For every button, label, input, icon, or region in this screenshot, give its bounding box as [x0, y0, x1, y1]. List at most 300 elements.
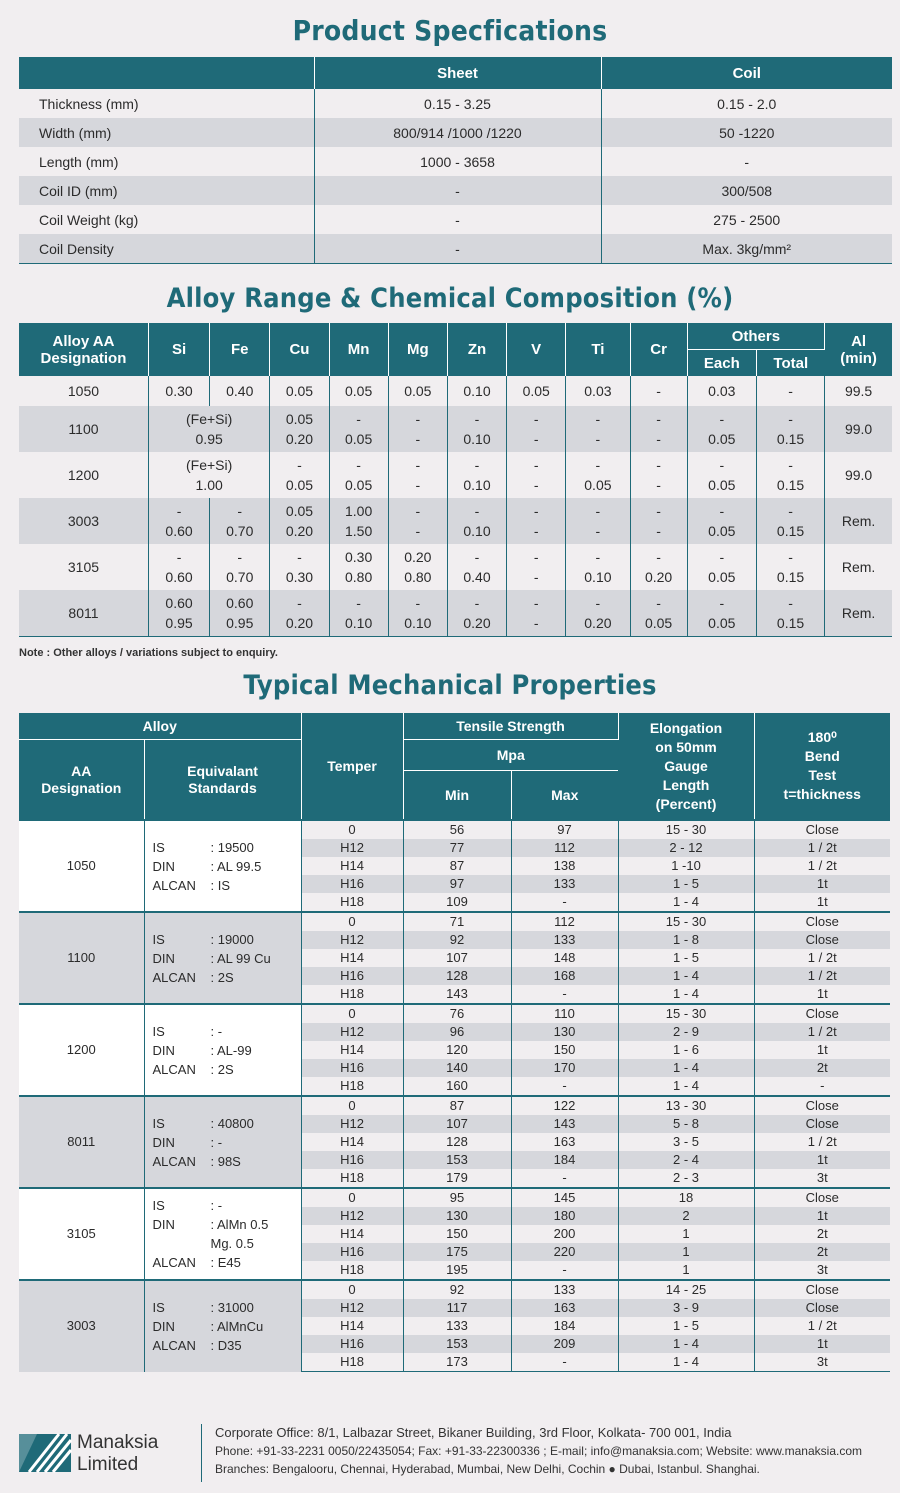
- mech-min: 150: [403, 1225, 511, 1243]
- mech-max: -: [511, 1261, 618, 1280]
- mech-bend: 3t: [816, 1170, 828, 1185]
- chem-fe-line: 0.70: [226, 523, 254, 539]
- chem-al-line: Rem.: [841, 559, 876, 575]
- chem-each: [687, 544, 756, 590]
- chem-al-line: 99.0: [844, 421, 873, 437]
- mech-temper: H16: [301, 1335, 403, 1353]
- mech-equivalent-standards: [144, 1096, 301, 1188]
- mech-elongation: 1 - 4: [618, 893, 754, 912]
- chem-row: [19, 590, 892, 637]
- standard-line: [153, 1114, 301, 1133]
- chem-header-si: Si: [148, 323, 209, 376]
- chem-cr-line: -: [656, 457, 661, 473]
- footer-divider: [201, 1424, 202, 1482]
- mech-max: 163: [511, 1299, 618, 1317]
- standard-line: [153, 1152, 301, 1171]
- chem-fe: [210, 376, 270, 406]
- spec-sheet-value: 0.15 - 3.25: [314, 89, 601, 118]
- mech-elongation: 15 - 30: [618, 912, 754, 931]
- chem-total-line: -: [788, 595, 793, 611]
- mech-equivalent-standards: [144, 912, 301, 1004]
- mech-elongation: 1: [618, 1243, 754, 1261]
- mech-temper: H12: [301, 839, 403, 857]
- chem-cr-line: -: [656, 523, 661, 539]
- chem-cu-line: 0.05: [285, 503, 314, 519]
- spec-label: Coil Weight (kg): [19, 205, 314, 234]
- standard-line: [153, 1234, 301, 1253]
- chem-zn: [447, 590, 506, 637]
- chem-si: [148, 590, 209, 637]
- chem-ti-line: 0.10: [584, 569, 612, 585]
- chem-total: [756, 452, 824, 498]
- chem-v-line: -: [533, 431, 539, 447]
- chem-al: [825, 376, 892, 406]
- chem-total: [756, 544, 824, 590]
- chem-header-cu: Cu: [270, 323, 329, 376]
- mechanical-properties-table: [19, 713, 890, 1372]
- mech-elongation: 18: [618, 1188, 754, 1207]
- mech-equivalent-standards: [144, 1280, 301, 1372]
- chem-mg: [388, 406, 447, 452]
- chem-cr: [630, 544, 687, 590]
- chem-mn: [329, 544, 388, 590]
- chem-fe-line: 0.95: [226, 615, 254, 631]
- standard-line: [153, 949, 301, 968]
- chem-zn-line: -: [474, 457, 480, 473]
- mech-min: 128: [403, 967, 511, 985]
- spec-label: Coil ID (mm): [19, 176, 314, 205]
- mech-row: [19, 1096, 890, 1115]
- mech-header-row1: [19, 713, 890, 740]
- spec-label: Thickness (mm): [19, 89, 314, 118]
- chem-header-zn: Zn: [447, 323, 506, 376]
- standard-value: : E45: [210, 1255, 241, 1270]
- company-name: Manaksia: [77, 1432, 159, 1453]
- chem-each-line: -: [719, 595, 725, 611]
- mech-temper: H18: [301, 1169, 403, 1188]
- chem-si-line: -: [176, 549, 182, 565]
- product-spec-title: Product Specfications: [292, 14, 608, 47]
- mech-min: 133: [403, 1317, 511, 1335]
- standard-name: ALCAN: [152, 1255, 196, 1270]
- chem-row: [19, 544, 892, 590]
- mech-temper: 0: [301, 1004, 403, 1023]
- chem-cr: [630, 498, 687, 544]
- chem-zn-line: 0.40: [463, 569, 491, 585]
- mech-elongation: 1 -10: [618, 857, 754, 875]
- mech-temper: H16: [301, 875, 403, 893]
- chem-mg-line: -: [415, 411, 421, 427]
- chem-zn-line: -: [474, 595, 480, 611]
- mech-temper: H14: [301, 949, 403, 967]
- mech-header-tensile: Tensile Strength: [403, 713, 618, 740]
- standard-value: : 31000: [210, 1299, 254, 1315]
- mech-row: [19, 912, 890, 931]
- chem-ti-line: -: [595, 549, 601, 565]
- mech-bend: 1 / 2t: [807, 950, 837, 965]
- chem-mg-line: 0.20: [404, 549, 432, 565]
- mech-temper: 0: [301, 1280, 403, 1299]
- chem-each-line: 0.05: [708, 523, 736, 539]
- mech-temper: H14: [301, 857, 403, 875]
- standard-name: IS: [152, 1299, 165, 1315]
- chem-cu-line: 0.30: [285, 569, 314, 585]
- chem-header-al: Al (min): [825, 323, 892, 376]
- mech-temper: H14: [301, 1225, 403, 1243]
- mech-min: 92: [403, 931, 511, 949]
- mech-max: -: [511, 1353, 618, 1372]
- chem-total: [756, 406, 824, 452]
- chem-header-cr: Cr: [630, 323, 687, 376]
- chem-cr-line: -: [656, 411, 661, 427]
- mech-min: 56: [403, 820, 511, 839]
- mech-max: 133: [511, 931, 618, 949]
- mech-min: 96: [403, 1023, 511, 1041]
- chem-zn: [447, 544, 506, 590]
- mech-bend: 1 / 2t: [754, 967, 890, 985]
- spec-label: Coil Density: [19, 234, 314, 264]
- chem-v: [507, 544, 566, 590]
- chem-mn: [329, 498, 388, 544]
- spec-coil-value: 300/508: [601, 176, 892, 205]
- chem-v-line: -: [533, 503, 539, 519]
- spec-row: [19, 176, 892, 205]
- standard-value: Mg. 0.5: [210, 1236, 254, 1251]
- chem-total-line: 0.15: [776, 569, 805, 585]
- mech-max: 209: [511, 1335, 618, 1353]
- mech-min: 109: [403, 893, 511, 912]
- standard-value: : -: [210, 1023, 223, 1039]
- spec-sheet-value: 1000 - 3658: [314, 147, 601, 176]
- mech-max: 150: [511, 1041, 618, 1059]
- chem-each-line: -: [719, 549, 725, 565]
- spec-header-coil: Coil: [601, 57, 892, 89]
- mech-temper: H14: [301, 1317, 403, 1335]
- chem-each-line: -: [719, 457, 725, 473]
- mech-max: -: [511, 893, 618, 912]
- mech-max: 184: [511, 1151, 618, 1169]
- chem-mg-line: 0.05: [404, 383, 432, 399]
- mech-elongation: 13 - 30: [618, 1096, 754, 1115]
- chem-fe-line: 0.70: [226, 569, 254, 585]
- chem-v-line: -: [533, 615, 539, 631]
- mech-elongation: 1 - 4: [618, 967, 754, 985]
- mech-temper: H14: [301, 1041, 403, 1059]
- mech-elongation: 15 - 30: [618, 820, 754, 839]
- chem-cu-line: 0.20: [285, 615, 314, 631]
- mech-bend: 2t: [816, 1226, 828, 1241]
- chem-cu: [270, 544, 329, 590]
- mech-bend: 3t: [816, 1262, 828, 1277]
- mech-temper: H16: [301, 1059, 403, 1077]
- mech-max: -: [511, 1169, 618, 1188]
- chem-mn-line: 1.00: [345, 503, 373, 519]
- chem-alloy: 1050: [19, 376, 148, 406]
- chem-each: [687, 452, 756, 498]
- spec-label: Length (mm): [19, 147, 314, 176]
- mech-min: 107: [403, 1115, 511, 1133]
- standard-value: : 19500: [210, 839, 254, 855]
- standard-line: [153, 1215, 301, 1234]
- footer-contact: [215, 1424, 895, 1478]
- chem-header-alloy: Alloy AA Designation: [19, 323, 148, 376]
- mech-min: 92: [403, 1280, 511, 1299]
- chem-mn-line: 0.80: [345, 569, 373, 585]
- chem-si-line: 0.95: [165, 615, 193, 631]
- chem-alloy: 1200: [19, 452, 148, 498]
- product-spec-table: [19, 57, 892, 264]
- chem-v-line: 0.05: [522, 383, 550, 399]
- mech-max: 112: [511, 839, 618, 857]
- chemical-composition-table: [19, 323, 892, 637]
- mech-max: 122: [511, 1096, 618, 1115]
- chem-total-line: 0.15: [776, 615, 805, 631]
- mech-temper: H18: [301, 1353, 403, 1372]
- standard-line: [153, 1298, 301, 1317]
- mech-header-max: Max: [511, 771, 618, 821]
- standard-name: DIN: [152, 1134, 175, 1150]
- mech-elongation: 2 - 4: [618, 1151, 754, 1169]
- chem-fe-line: 0.60: [226, 595, 254, 611]
- mech-bend: 1t: [754, 875, 890, 893]
- spec-coil-value: -: [744, 153, 750, 170]
- mech-bend: 1t: [816, 1042, 828, 1057]
- composition-note: Note : Other alloys / variations subject to enquiry.: [19, 647, 278, 659]
- mech-max: 170: [511, 1059, 618, 1077]
- standard-line: [153, 1133, 301, 1152]
- contact-info: Phone: +91-33-2231 0050/22435054; Fax: +91-33-22300336 ; E-mail; info@manaksia.com; Website: www.manaksia.com: [215, 1444, 862, 1458]
- chem-ti: [566, 406, 630, 452]
- mech-max: 133: [511, 1280, 618, 1299]
- chem-total-line: -: [788, 383, 793, 399]
- spec-header-row: [19, 57, 892, 89]
- mech-bend: Close: [754, 820, 890, 839]
- chem-cr: [630, 376, 687, 406]
- chem-alloy: 8011: [19, 590, 148, 637]
- mech-header-standards: Equivalant Standards: [144, 740, 301, 821]
- chem-header-ti: Ti: [566, 323, 630, 376]
- chem-ti-line: 0.03: [584, 383, 612, 399]
- chem-mn-line: 1.50: [345, 523, 373, 539]
- chem-header-fe: Fe: [210, 323, 270, 376]
- chem-fe-si-line: 1.00: [195, 477, 223, 493]
- chem-mg-line: -: [415, 431, 421, 447]
- chem-total-line: -: [788, 503, 793, 519]
- chem-cu-line: 0.05: [285, 383, 314, 399]
- mech-bend: 2t: [754, 1243, 890, 1261]
- chem-mn-line: 0.30: [345, 549, 373, 565]
- mech-max: 163: [511, 1133, 618, 1151]
- mech-min: 153: [403, 1151, 511, 1169]
- standard-value: : 2S: [210, 969, 234, 985]
- standard-value: : AL 99.5: [210, 858, 262, 874]
- standard-name: IS: [152, 1023, 165, 1039]
- chem-cr-line: -: [656, 383, 661, 399]
- mech-bend: Close: [754, 1299, 890, 1317]
- chem-mn: [329, 452, 388, 498]
- chem-zn: [447, 406, 506, 452]
- mech-bend: 1 / 2t: [807, 1318, 837, 1333]
- chem-mg: [388, 376, 447, 406]
- chem-al-line: 99.5: [844, 383, 873, 399]
- chem-ti: [566, 590, 630, 637]
- chem-total-line: -: [788, 549, 793, 565]
- mech-bend: 1t: [754, 1151, 890, 1169]
- mech-temper: H18: [301, 985, 403, 1004]
- chem-cr-line: -: [656, 431, 661, 447]
- standard-value: : 40800: [210, 1115, 254, 1131]
- standard-name: IS: [152, 1198, 165, 1213]
- standard-line: [153, 1336, 301, 1355]
- chem-each-line: 0.05: [708, 477, 736, 493]
- mech-equivalent-standards: [144, 1188, 301, 1280]
- mech-aa-designation: 8011: [19, 1096, 144, 1188]
- chem-cr-line: -: [656, 595, 661, 611]
- chem-v: [507, 498, 566, 544]
- chem-mn-line: 0.05: [345, 383, 373, 399]
- mech-elongation: 1 - 5: [618, 949, 754, 967]
- mech-max: -: [511, 1077, 618, 1096]
- chem-ti: [566, 452, 630, 498]
- chem-v: [507, 376, 566, 406]
- mech-max: 200: [511, 1225, 618, 1243]
- chem-fe-si: [148, 406, 269, 452]
- chem-si-line: 0.30: [165, 383, 193, 399]
- mech-row: [19, 820, 890, 839]
- chem-ti-line: 0.20: [584, 615, 612, 631]
- chem-v-line: -: [533, 411, 539, 427]
- mech-temper: H18: [301, 893, 403, 912]
- mech-temper: H12: [301, 1299, 403, 1317]
- mech-elongation: 1 - 4: [618, 1335, 754, 1353]
- chem-fe-line: -: [237, 549, 243, 565]
- mech-max: 184: [511, 1317, 618, 1335]
- mech-bend: 1 / 2t: [807, 858, 837, 873]
- mech-temper: H18: [301, 1077, 403, 1096]
- mech-bend: Close: [754, 931, 890, 949]
- mech-elongation: 2 - 9: [618, 1023, 754, 1041]
- chem-zn-line: -: [474, 411, 480, 427]
- mech-elongation: 1 - 5: [618, 1317, 754, 1335]
- mech-temper: H12: [301, 1115, 403, 1133]
- mech-bend: 3t: [754, 1353, 890, 1372]
- spec-label: Width (mm): [19, 118, 314, 147]
- mech-bend: Close: [754, 1004, 890, 1023]
- standard-value: : AL-99: [210, 1042, 252, 1058]
- mech-elongation: 1: [618, 1261, 754, 1280]
- chem-v: [507, 452, 566, 498]
- standard-value: : 19000: [210, 931, 254, 947]
- chem-total-line: 0.15: [776, 477, 805, 493]
- mech-header-elongation: Elongation on 50mm Gauge Length (Percent): [618, 713, 754, 820]
- chem-cr-line: -: [656, 549, 661, 565]
- spec-coil-value: 0.15 - 2.0: [717, 95, 777, 112]
- mech-temper: H16: [301, 967, 403, 985]
- chem-v-line: -: [533, 595, 539, 611]
- spec-coil-value: Max. 3kg/mm²: [601, 234, 892, 264]
- chem-header-others: Others: [687, 323, 824, 350]
- chem-fe: [210, 590, 270, 637]
- mech-temper: H18: [301, 1261, 403, 1280]
- chem-mn-line: 0.05: [345, 477, 373, 493]
- chem-ti: [566, 544, 630, 590]
- chem-cu-line: 0.20: [285, 523, 314, 539]
- chem-mg-line: -: [415, 457, 421, 473]
- chem-ti: [566, 376, 630, 406]
- chem-cu-line: -: [297, 595, 302, 611]
- chem-v: [507, 590, 566, 637]
- mech-min: 195: [403, 1261, 511, 1280]
- mech-elongation: 1 - 6: [618, 1041, 754, 1059]
- spec-sheet-value: -: [314, 205, 601, 234]
- chem-cr: [630, 406, 687, 452]
- standard-line: [153, 930, 301, 949]
- chem-row: [19, 376, 892, 406]
- chem-fe-si-line: 0.95: [195, 431, 223, 447]
- chem-ti-line: -: [595, 411, 601, 427]
- mech-temper: 0: [301, 1188, 403, 1207]
- chem-al: [825, 590, 892, 637]
- chem-mg: [388, 590, 447, 637]
- mech-equivalent-standards: [144, 820, 301, 912]
- mech-bend: -: [820, 1078, 825, 1093]
- chem-cr-line: 0.20: [644, 569, 673, 585]
- mech-header-alloy: Alloy: [19, 713, 301, 740]
- spec-sheet-value: -: [314, 234, 601, 264]
- mech-max: 110: [511, 1004, 618, 1023]
- chem-ti-line: -: [595, 595, 601, 611]
- chem-mn-line: -: [356, 595, 361, 611]
- mech-bend: 1t: [754, 1335, 890, 1353]
- chem-si-line: -: [176, 503, 182, 519]
- chem-alloy: 3003: [19, 498, 148, 544]
- chem-header-each: Each: [687, 350, 756, 377]
- standard-line: [153, 1022, 301, 1041]
- chem-al-line: Rem.: [841, 513, 876, 529]
- mech-max: 143: [511, 1115, 618, 1133]
- mech-bend: 1t: [816, 986, 828, 1001]
- chem-cr-line: -: [656, 503, 661, 519]
- standard-name: [153, 1234, 211, 1253]
- mech-min: 120: [403, 1041, 511, 1059]
- standard-name: IS: [152, 839, 165, 855]
- standard-line: [153, 876, 301, 895]
- chem-al-line: Rem.: [841, 605, 876, 621]
- mech-temper: 0: [301, 912, 403, 931]
- chem-si-line: 0.60: [165, 595, 193, 611]
- standard-value: : 98S: [210, 1153, 241, 1169]
- mech-min: 140: [403, 1059, 511, 1077]
- mech-min: 76: [403, 1004, 511, 1023]
- chem-al: [825, 498, 892, 544]
- mech-min: 87: [403, 1096, 511, 1115]
- chem-cu-line: -: [297, 549, 302, 565]
- mech-temper: 0: [301, 820, 403, 839]
- mech-min: 77: [403, 839, 511, 857]
- mech-elongation: 3 - 9: [618, 1299, 754, 1317]
- chem-mg-line: -: [415, 477, 421, 493]
- standard-value: : -: [210, 1134, 223, 1150]
- mech-bend: Close: [754, 1188, 890, 1207]
- mech-elongation: 2: [618, 1207, 754, 1225]
- chem-v-line: -: [533, 523, 539, 539]
- mech-bend: 1t: [754, 1207, 890, 1225]
- mech-elongation: 1 - 4: [618, 1059, 754, 1077]
- mech-temper: H16: [301, 1243, 403, 1261]
- chem-zn: [447, 498, 506, 544]
- mech-header-bend: 180⁰ Bend Test t=thickness: [754, 713, 890, 820]
- chem-si: [148, 376, 209, 406]
